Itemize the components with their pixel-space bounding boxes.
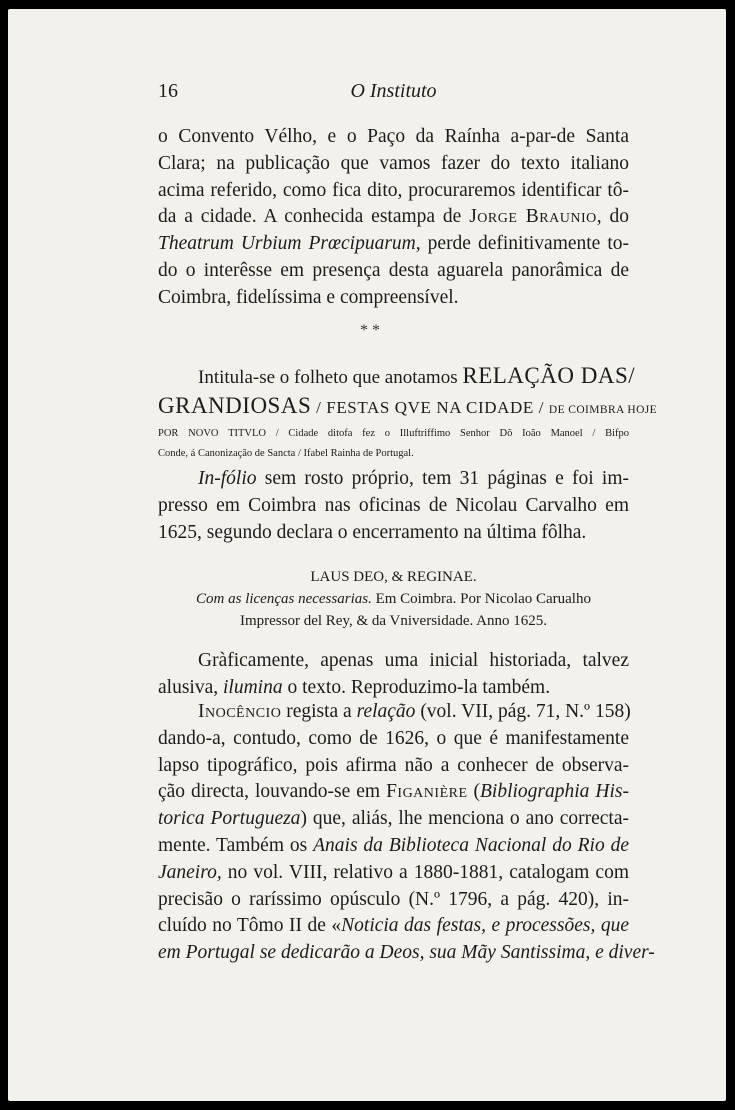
paragraph-1 <box>158 124 629 312</box>
text-line: Inocêncio regista a relação (vol. VII, pág. 71, N.º 158) <box>198 701 631 722</box>
text-line: precisão o raríssimo opúsculo (N.º 1796, a pág. 420), in- <box>158 888 629 910</box>
text-line: Coimbra, fidelíssima e compreensível. <box>158 286 459 308</box>
text-line: Janeiro, no vol. VIII, relativo a 1880-1881, catalogam com <box>158 861 629 883</box>
text-line: Theatrum Urbium Prœcipuarum, perde definitivamente to- <box>158 233 630 255</box>
text-line: ção directa, louvando-se em Figanière (Bibliographia His- <box>158 781 629 803</box>
text-line: da a cidade. A conhecida estampa de Jorge Braunio, do <box>158 206 629 228</box>
text-line: POR NOVO TITVLO / Cidade ditofa fez o Illuftriffimo Senhor Dõ Ioão Manoel / Bifpo <box>158 428 629 439</box>
paragraph-4 <box>158 699 655 967</box>
author-name: Inocêncio <box>198 701 282 722</box>
text-line: Gràficamente, apenas uma inicial historiada, talvez <box>198 650 629 671</box>
text-line: In-fólio sem rosto próprio, tem 31 páginas e foi im- <box>198 468 629 489</box>
text-line: lapso tipográfico, pois afirma não a conhecer de observa- <box>158 754 629 776</box>
colophon-line: Impressor del Rey, & da Vniversidade. Anno 1625. <box>239 613 548 629</box>
page-number: 16 <box>158 80 178 102</box>
page-header <box>158 80 629 110</box>
title-transcription <box>158 362 658 464</box>
text-line: o Convento Vélho, e o Paço da Raínha a-par-de Santa <box>158 126 629 147</box>
text-line: Intitula-se o folheto que anotamos RELAÇÃO DAS/ <box>198 363 636 388</box>
text-line: torica Portugueza) que, aliás, lhe menciona o ano correcta- <box>158 808 629 830</box>
colophon-line: Com as licenças necessarias. Em Coimbra. Por Nicolao Carualho <box>196 591 591 607</box>
book-title: Theatrum Urbium Prœcipuarum, <box>158 233 421 255</box>
text-line: alusiva, ilumina o texto. Reproduzimo-la também. <box>158 676 551 698</box>
author-name: Figanière <box>386 781 468 803</box>
text-line: acima referido, como fica dito, procuraremos identificar tô- <box>158 179 629 201</box>
running-title: O Instituto <box>350 80 437 102</box>
title-caps: RELAÇÃO DAS/ <box>462 363 636 388</box>
text-line: mente. Também os Anais da Biblioteca Nacional do Rio de <box>158 834 629 856</box>
text-line: Conde, á Canonização de Sancta / Ifabel Rainha de Portugal. <box>158 448 414 459</box>
colophon-line: LAUS DEO, & REGINAE. <box>310 569 477 585</box>
author-name: Jorge Braunio <box>469 206 597 228</box>
section-separator: * * <box>360 322 380 339</box>
paragraph-2 <box>158 466 629 546</box>
text-line: dando-a, contudo, como de 1626, o que é manifestamente <box>158 727 629 749</box>
paragraph-3 <box>158 648 629 702</box>
text-line: em Portugal se dedicarão a Deos, sua Mãy Santissima, e diver- <box>158 942 655 964</box>
text-line: cluído no Tômo II de «Noticia das festas, e processões, que <box>158 915 629 937</box>
text-line: GRANDIOSAS / FESTAS QVE NA CIDADE / DE COIMBRA HOJE <box>158 393 658 418</box>
text-line: Clara; na publicação que vamos fazer do texto italiano <box>158 152 629 174</box>
text-line: do o interêsse em presença desta aguarela panorâmica de <box>158 259 629 281</box>
text-line: 1625, segundo declara o encerramento na última fôlha. <box>158 521 587 543</box>
text-line: presso em Coimbra nas oficinas de Nicolau Carvalho em <box>158 494 629 516</box>
colophon <box>158 566 629 632</box>
